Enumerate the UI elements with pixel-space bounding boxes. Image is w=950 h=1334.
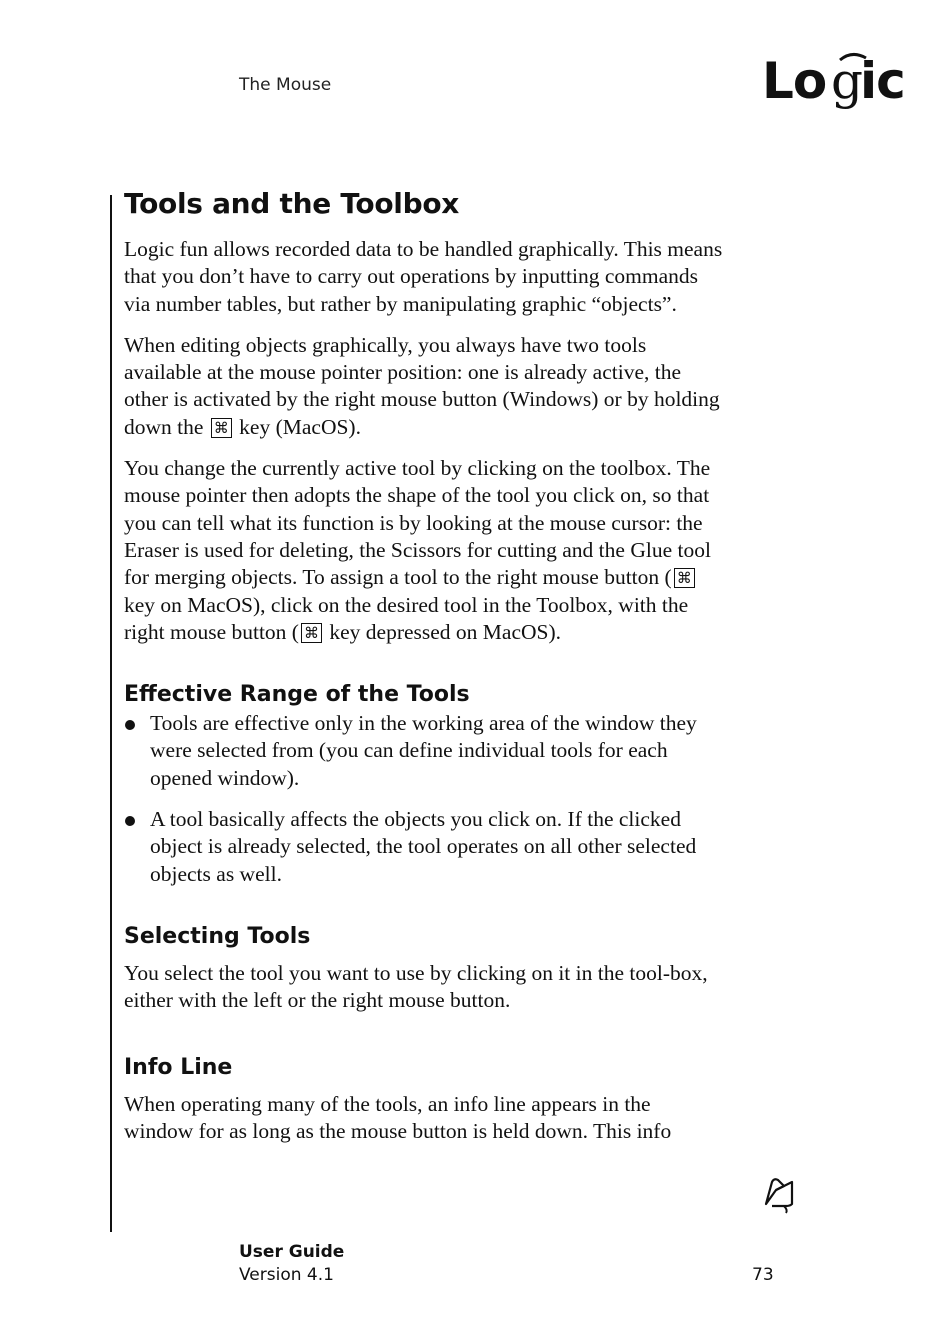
para2-text-a: When editing objects graphically, you always have two tools available at the mouse pointer position: one is already active, the other is activated by the right mouse button (Windows) or by holding down the [124,332,720,439]
command-key-icon: ⌘ [211,418,232,438]
bullet-icon [125,720,135,730]
list-item-text: A tool basically affects the objects you click on. If the clicked object is already selected, the tool operates on all other selected objects as well. [150,807,697,886]
pencil-note-icon [762,1176,798,1214]
heading-effective-range: Effective Range of the Tools [124,682,470,708]
command-key-icon: ⌘ [674,568,695,588]
para2-text-b: key (MacOS). [239,414,361,439]
effective-range-list [124,710,724,888]
heading-selecting-tools: Selecting Tools [124,923,311,949]
page-number: 73 [752,1265,774,1285]
list-item [124,710,724,792]
list-item [124,806,724,888]
paragraph-intro: Logic fun allows recorded data to be handled graphically. This means that you don’t have to carry out operations by inputting commands via number tables, but rather by manipulating graphic “objects”. [124,237,723,316]
footer-version: Version 4.1 [239,1265,334,1285]
svg-text:g: g [831,52,864,110]
para3-text-a: You change the currently active tool by clicking on the toolbox. The mouse pointer then adopts the shape of the tool you click on, so that you can tell what its function is by looking at the mouse cursor: the Eraser is used for deleting, the Scissors for cutting and the Glue tool for merging objects. To assign a tool to the right mouse button ( [124,456,711,590]
paragraph-selecting-tools: You select the tool you want to use by clicking on it in the tool-box, either with the left or the right mouse button. [124,960,708,1013]
paragraph-info-line: When operating many of the tools, an info line appears in the window for as long as the mouse button is held down. This info [124,1091,672,1143]
svg-text:Lo: Lo [762,52,827,110]
page-content [124,184,724,1159]
bullet-icon [125,816,135,826]
footer-guide: User Guide [239,1242,345,1262]
heading-info-line: Info Line [124,1054,233,1080]
paragraph-change-tool [124,455,724,646]
paragraph-two-tools [124,332,724,441]
para3-text-b: key on MacOS), click on the desired tool in the Toolbox, with the right mouse button ( [124,592,689,644]
margin-rule [110,195,112,1232]
list-item-text: Tools are effective only in the working area of the window they were selected from (you can define individual tools for each opened window). [150,711,697,790]
svg-text:ic: ic [860,52,905,110]
para3-text-c: key depressed on MacOS). [329,619,562,644]
section-title: Tools and the Toolbox [124,187,460,220]
command-key-icon: ⌘ [301,623,322,643]
logic-logo [762,46,922,126]
running-head: The Mouse [239,75,332,95]
